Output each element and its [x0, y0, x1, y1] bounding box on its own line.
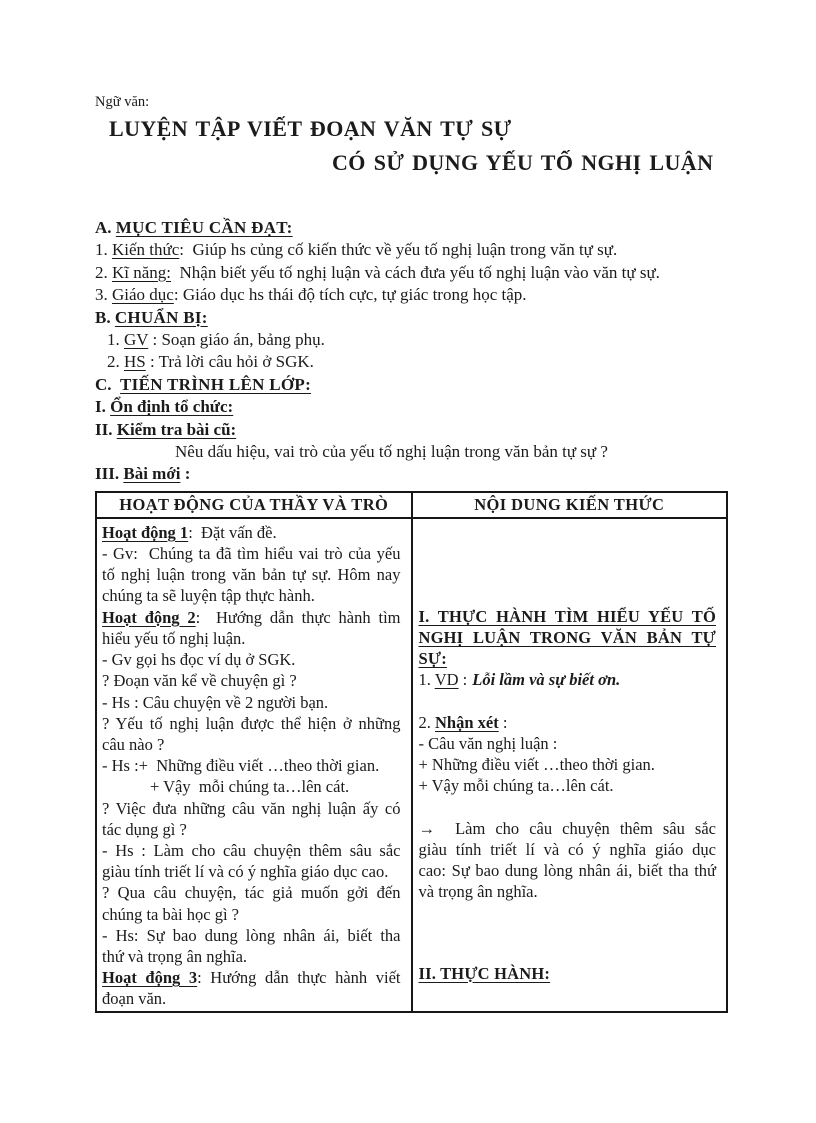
review-question: Nêu dấu hiệu, vai trò của yếu tố nghị luận trong văn bản tự sự ?: [175, 442, 608, 462]
step-suffix: :: [180, 464, 191, 484]
left-line: ? Đoạn văn kể về chuyện gì ?: [102, 671, 297, 691]
left-line: tác dụng gì ?: [102, 819, 187, 839]
step-title: Kiểm tra bài cũ:: [116, 419, 237, 439]
conclusion-line: cao: Sự bao dung lòng nhân ái, biết tha thứ: [418, 861, 716, 881]
activity-1-heading: [102, 522, 401, 543]
page-title-line-1: LUYỆN TẬP VIẾT ĐOẠN VĂN TỰ SỰ: [109, 116, 512, 141]
item-number: 3.: [95, 285, 112, 305]
content-section-1-heading: SỰ:: [418, 649, 447, 669]
activity-3-heading: [102, 967, 401, 988]
col-header-knowledge-content: NỘI DUNG KIẾN THỨC: [412, 492, 728, 518]
content-section-1-heading: I. THỰC HÀNH TÌM HIỂU YẾU TỐ: [418, 606, 716, 626]
section-b-prefix: B.: [95, 307, 115, 327]
item-label: Giáo dục: [112, 285, 174, 305]
right-line: + Vậy mỗi chúng ta…lên cát.: [418, 776, 614, 796]
item-text: : Soạn giáo án, bảng phụ.: [148, 330, 325, 350]
lesson-activity-table: [95, 491, 728, 1013]
section-a-heading: [95, 217, 729, 239]
activities-cell: [96, 518, 412, 1012]
prepare-item-hs: [107, 351, 729, 373]
conclusion-line: giàu tính triết lí và có ý nghĩa giáo dục: [418, 840, 716, 860]
right-line: - Câu văn nghị luận :: [418, 734, 558, 754]
section-a-title: MỤC TIÊU CẦN ĐẠT:: [115, 218, 293, 237]
remark-label: Nhận xét: [435, 712, 499, 732]
item-number: 2.: [95, 262, 112, 282]
item-text: : Trả lời câu hỏi ở SGK.: [145, 352, 314, 372]
left-line: - Hs: Sự bao dung lòng nhân ái, biết tha: [102, 925, 401, 945]
left-line: + Vậy mỗi chúng ta…lên cát.: [150, 777, 350, 797]
step-number: I.: [95, 397, 111, 417]
section-b-heading: [95, 307, 729, 329]
step-1-heading: [95, 396, 729, 418]
item-label: Kiến thức: [112, 240, 180, 260]
item-number: 1.: [418, 670, 435, 690]
item-text: : Giúp hs củng cố kiến thức về yếu tố nghị luận trong văn tự sự.: [179, 240, 618, 260]
blank-line: [419, 691, 717, 712]
objective-item-education: [95, 284, 729, 306]
page-title-line-2: CÓ SỬ DỤNG YẾU TỐ NGHỊ LUẬN: [332, 150, 714, 175]
table-body-row: [96, 518, 727, 1012]
section-c-title: TIẾN TRÌNH LÊN LỚP:: [120, 374, 312, 394]
left-line: hiểu yếu tố nghị luận.: [102, 628, 246, 648]
item-text: : Giáo dục hs thái độ tích cực, tự giác trong học tập.: [173, 285, 527, 305]
example-line: [419, 669, 717, 690]
content-cell: [412, 518, 728, 1012]
blank-line: [419, 797, 717, 818]
step-title: Bài mới: [123, 464, 181, 484]
left-line: ? Việc đưa những câu văn nghị luận ấy có: [102, 798, 401, 818]
objective-item-knowledge: [95, 239, 729, 261]
step-2-heading: [95, 419, 729, 441]
line-text: :: [498, 712, 508, 732]
example-title: Lỗi lầm và sự biết ơn.: [472, 670, 621, 690]
left-line: - Hs : Câu chuyện về 2 người bạn.: [102, 692, 329, 712]
item-label: GV: [124, 330, 149, 350]
left-line: - Gv: Chúng ta đã tìm hiểu vai trò của yếu: [102, 544, 401, 564]
left-line: ? Qua câu chuyện, tác giả muốn gởi đến: [102, 883, 401, 903]
item-label: Kĩ năng:: [112, 262, 172, 282]
conclusion-line: → Làm cho câu chuyện thêm sâu sắc: [418, 818, 716, 838]
item-number: 1.: [107, 330, 124, 350]
item-label: HS: [124, 352, 146, 372]
conclusion-line: và trọng ân nghĩa.: [418, 882, 538, 902]
content-section-2-heading: II. THỰC HÀNH:: [418, 963, 551, 983]
step-number: III.: [95, 464, 124, 484]
activity-label: Hoạt động 3: [102, 968, 198, 988]
left-line: - Gv gọi hs đọc ví dụ ở SGK.: [102, 650, 296, 670]
left-line: giàu tính triết lí và có ý nghĩa giáo dục cao.: [102, 862, 389, 882]
remark-heading: [419, 712, 717, 733]
item-number: 1.: [95, 240, 112, 260]
left-line: chúng ta bài học gì ?: [102, 904, 239, 924]
left-line: chúng ta sẽ luyện tập thực hành.: [102, 586, 315, 606]
activity-label: Hoạt động 1: [102, 522, 189, 542]
item-text: Nhận biết yếu tố nghị luận và cách đưa yếu tố nghị luận vào văn tự sự.: [171, 262, 660, 282]
content-section-1-heading: NGHỊ LUẬN TRONG VĂN BẢN TỰ: [418, 628, 716, 648]
left-line: đoạn văn.: [102, 989, 167, 1009]
subject-label: Ngữ văn:: [95, 94, 150, 110]
example-label: VD: [434, 670, 459, 690]
col-header-teacher-student-activities: HOẠT ĐỘNG CỦA THẦY VÀ TRÒ: [96, 492, 412, 518]
objective-item-skill: [95, 262, 729, 284]
left-line: câu nào ?: [102, 734, 165, 754]
line-text: : Hướng dẫn thực hành viết: [197, 968, 401, 988]
line-text: : Hướng dẫn thực hành tìm: [195, 607, 401, 627]
activity-label: Hoạt động 2: [102, 607, 196, 627]
left-line: tố nghị luận trong văn bản tự sự. Hôm nay: [102, 565, 401, 585]
prepare-item-gv: [107, 329, 729, 351]
section-c-heading: [95, 374, 729, 396]
right-line: + Những điều viết …theo thời gian.: [418, 755, 655, 775]
step-number: II.: [95, 419, 117, 439]
line-text: :: [458, 670, 468, 690]
step-3-heading: [95, 463, 729, 485]
table-header-row: [96, 492, 727, 518]
line-text: : Đặt vấn đề.: [188, 522, 277, 542]
item-number: 2.: [107, 352, 124, 372]
left-line: - Hs :+ Những điều viết …theo thời gian.: [102, 756, 380, 776]
section-b-title: CHUẨN BỊ:: [114, 307, 208, 327]
step-title: Ổn định tổ chức:: [110, 397, 234, 417]
document-content: [95, 93, 729, 1013]
left-line: - Hs : Làm cho câu chuyện thêm sâu sắc: [102, 840, 401, 860]
section-c-prefix: C.: [95, 374, 121, 394]
left-line: thứ và trọng ân nghĩa.: [102, 946, 248, 966]
left-line: ? Yếu tố nghị luận được thể hiện ở những: [102, 713, 401, 733]
activity-2-heading: [102, 607, 401, 628]
section-a-prefix: A.: [95, 218, 116, 237]
item-number: 2.: [418, 712, 435, 732]
